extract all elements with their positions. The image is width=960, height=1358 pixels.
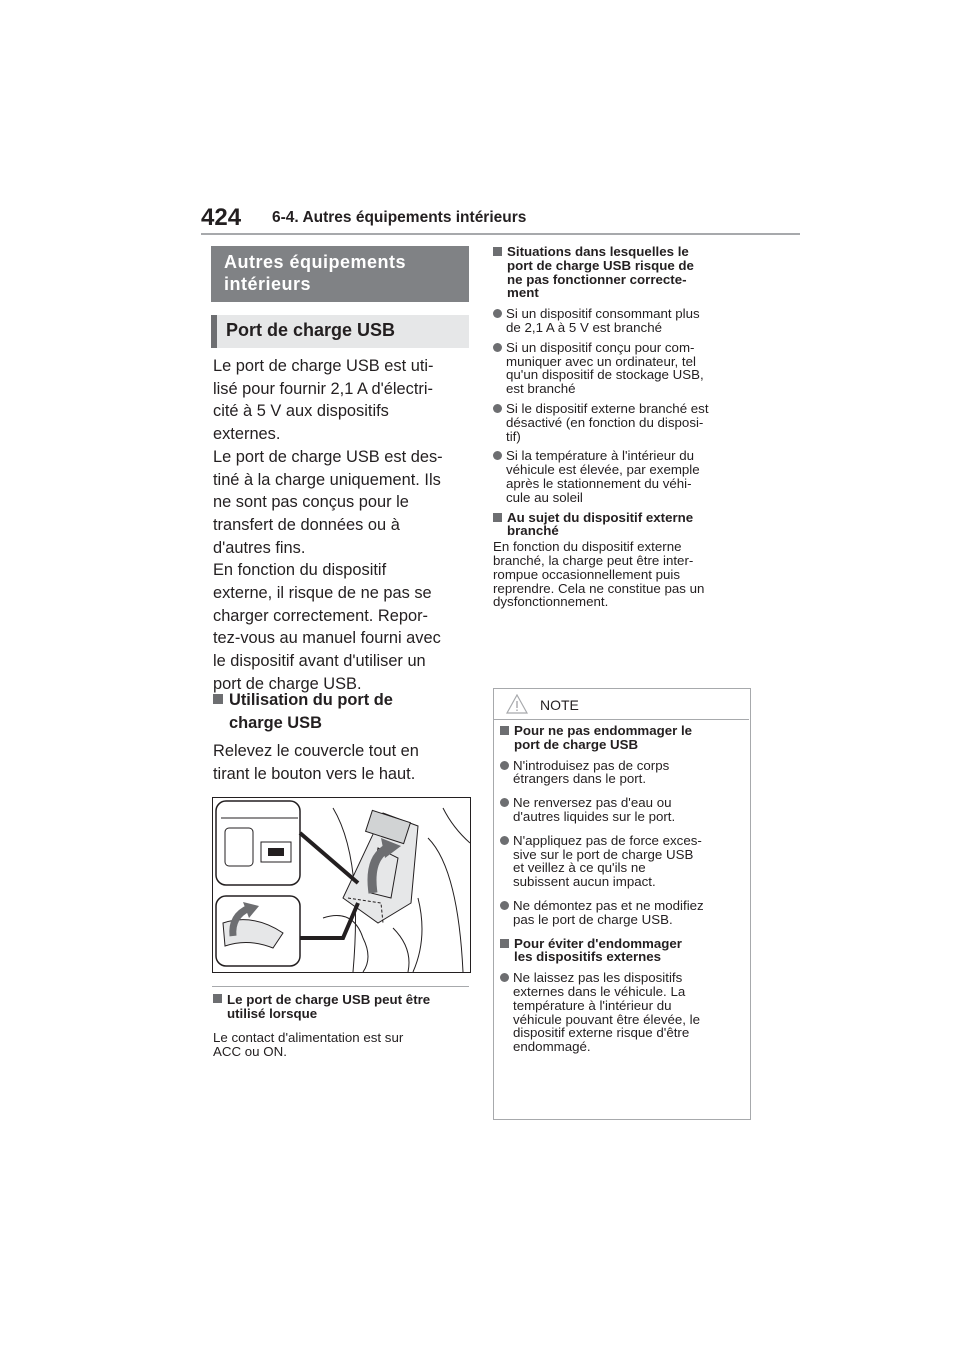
subsection-title: Port de charge USB — [226, 320, 396, 340]
intro-line: externe, il risque de ne pas se — [213, 584, 432, 603]
intro-line: Le port de charge USB est des- — [213, 447, 443, 466]
list-item: Ne laissez pas les dispositifs externes dans le véhicule. La température à l'intérieur du véhicule pouvant être élevée, le dispositif externe risque d'être endommagé. — [500, 971, 744, 1054]
when-heading: Le port de charge USB peut être utilisé lorsque — [213, 993, 473, 1021]
square-bullet-icon — [493, 513, 502, 522]
intro-line: En fonction du dispositif — [213, 561, 387, 580]
list-item: Ne renversez pas d'eau ou d'autres liquides sur le port. — [500, 796, 744, 824]
bullet-icon — [493, 309, 502, 318]
intro-line: transfert de données ou à — [213, 515, 400, 534]
when-text: Le contact d'alimentation est sur ACC ou ON. — [213, 1030, 404, 1059]
illustration-divider — [212, 986, 469, 987]
bullet-icon — [493, 404, 502, 413]
usb-port-illustration — [212, 797, 471, 973]
intro-line: tiné à la charge uniquement. Ils — [213, 470, 441, 489]
situations-heading: Situations dans lesquelles le port de charge USB risque de ne pas fonctionner correcte- ment — [493, 245, 758, 300]
bullet-icon — [500, 836, 509, 845]
intro-line: port de charge USB. — [213, 674, 362, 693]
note-header — [493, 688, 749, 720]
intro-line: d'autres fins. — [213, 538, 306, 557]
intro-line: cité à 5 V aux dispositifs — [213, 402, 389, 421]
square-bullet-icon — [213, 994, 222, 1003]
intro-line: tez-vous au manuel fourni avec — [213, 629, 441, 648]
square-bullet-icon — [500, 726, 509, 735]
usage-heading: Utilisation du port de charge USB — [213, 689, 473, 734]
note-title: NOTE — [540, 697, 579, 713]
warning-icon — [506, 694, 528, 714]
intro-line: charger correctement. Repor- — [213, 606, 428, 625]
bullet-icon — [493, 343, 502, 352]
right-column — [493, 245, 758, 609]
list-item: Si la température à l'intérieur du véhicule est élevée, par exemple après le stationnement du véhi- cule au soleil — [493, 449, 758, 504]
intro-line: externes. — [213, 425, 281, 444]
page-number: 424 — [201, 204, 242, 231]
external-heading: Au sujet du dispositif externe branché — [493, 511, 758, 539]
list-item: N'appliquez pas de force exces- sive sur le port de charge USB et veillez à ce qu'ils ne subissent aucun impact. — [500, 834, 744, 889]
list-item: Si un dispositif conçu pour com- muniquer avec un ordinateur, tel qu'un dispositif de stockage USB, est branché — [493, 341, 758, 396]
bullet-icon — [500, 901, 509, 910]
header-divider — [201, 233, 800, 235]
square-bullet-icon — [500, 939, 509, 948]
chapter-title: 6-4. Autres équipements intérieurs — [272, 209, 527, 226]
note-content — [494, 724, 744, 1060]
intro-line: ne sont pas conçus pour le — [213, 493, 409, 512]
external-text: En fonction du dispositif externe branché, la charge peut être inter- rompue occasionnellement puis reprendre. Cela ne constitue pas un dysfonctionnement. — [493, 539, 705, 610]
intro-line: le dispositif avant d'utiliser un — [213, 652, 426, 671]
note-heading: Pour éviter d'endommager les dispositifs externes — [500, 937, 744, 965]
bullet-icon — [500, 798, 509, 807]
square-bullet-icon — [213, 694, 223, 704]
list-item: Ne démontez pas et ne modifiez pas le port de charge USB. — [500, 899, 744, 927]
usage-text: Relevez le couvercle tout en tirant le bouton vers le haut. — [213, 742, 419, 783]
square-bullet-icon — [493, 247, 502, 256]
section-title: Autres équipements intérieurs — [224, 252, 407, 294]
bullet-icon — [500, 973, 509, 982]
list-item: Si un dispositif consommant plus de 2,1 A à 5 V est branché — [493, 307, 758, 335]
intro-line: lisé pour fournir 2,1 A d'électri- — [213, 379, 433, 398]
intro-line: Le port de charge USB est uti- — [213, 357, 434, 375]
subsection-accent-bar — [211, 315, 217, 348]
intro-paragraph — [213, 355, 473, 696]
list-item: Si le dispositif externe branché est désactivé (en fonction du disposi- tif) — [493, 402, 758, 443]
bullet-icon — [500, 761, 509, 770]
list-item: N'introduisez pas de corps étrangers dans le port. — [500, 759, 744, 787]
note-heading: Pour ne pas endommager le port de charge USB — [500, 724, 744, 752]
bullet-icon — [493, 451, 502, 460]
